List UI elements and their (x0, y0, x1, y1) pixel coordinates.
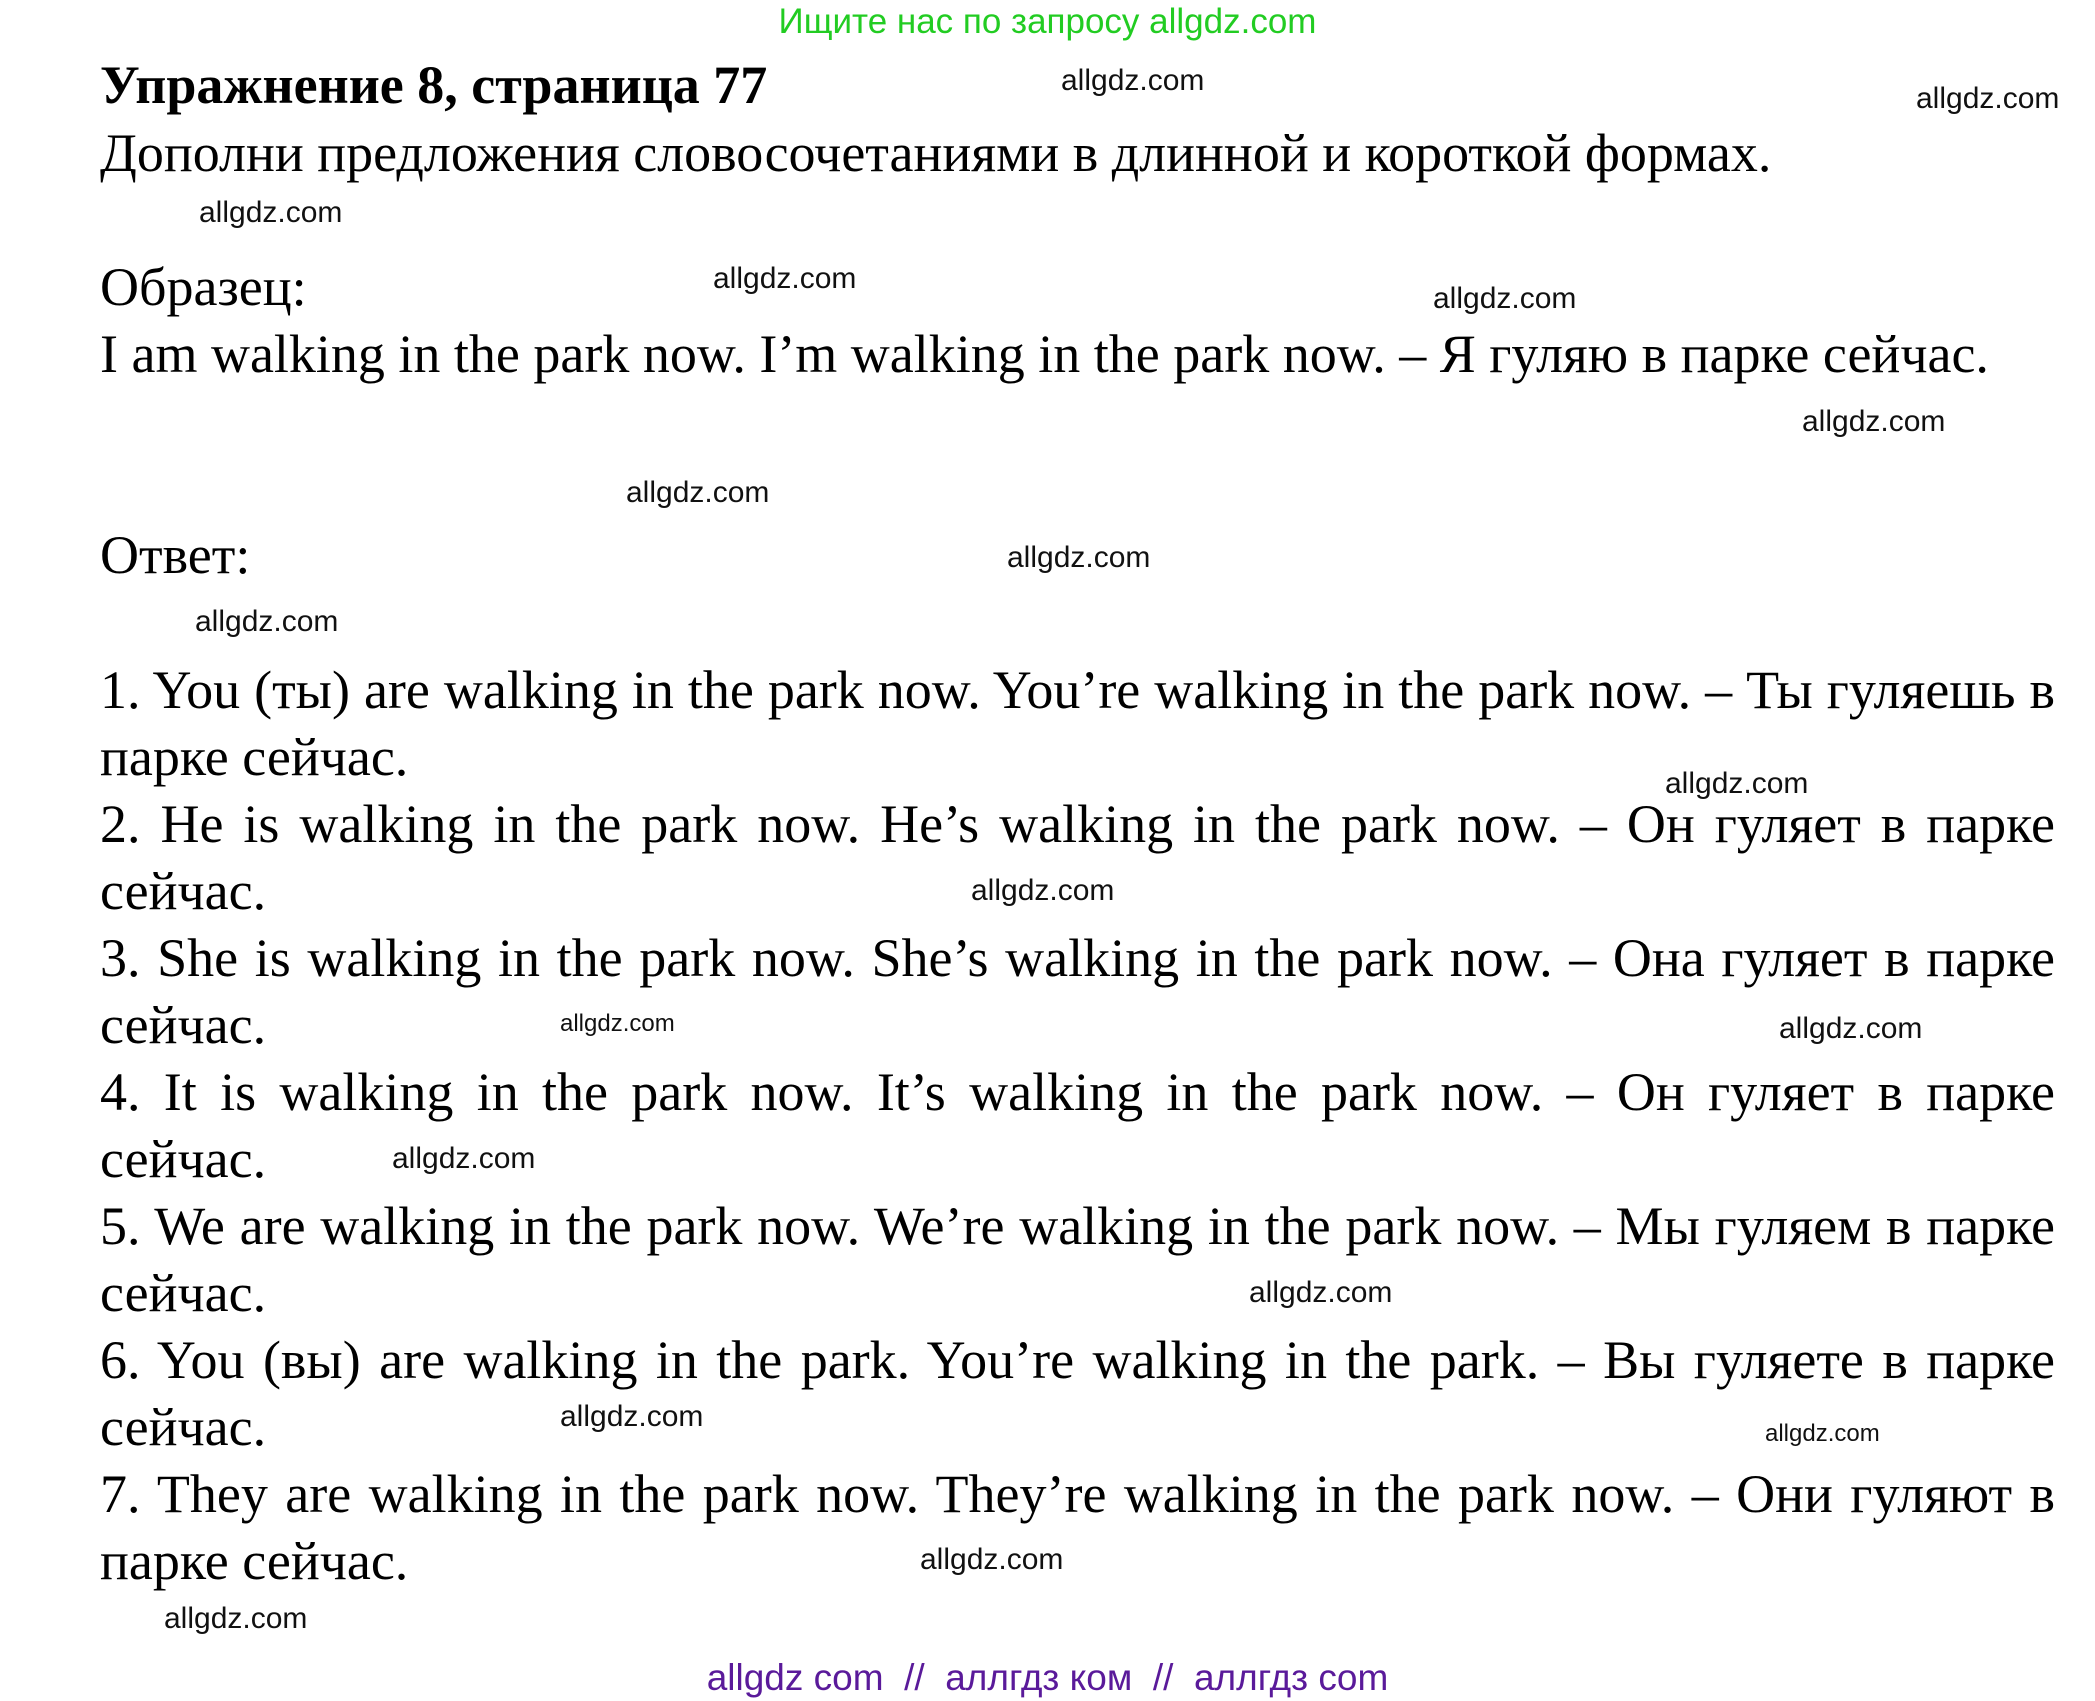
answer-item: 6. You (вы) are walking in the park. You’re walking in the park. – Вы гуляете в парке сейчас. (100, 1330, 2055, 1457)
watermark: allgdz.com (560, 1010, 675, 1037)
answer-item: 2. He is walking in the park now. He’s walking in the park now. – Он гуляет в парке сейчас. (100, 794, 2055, 921)
watermark: allgdz.com (920, 1543, 1064, 1576)
answer-item: 5. We are walking in the park now. We’re walking in the park now. – Мы гуляем в парке сейчас. (100, 1196, 2055, 1323)
watermark: allgdz.com (1007, 541, 1151, 574)
watermark: allgdz.com (1433, 282, 1577, 315)
footer-links[interactable]: allgdz com // аллгдз ком // аллгдз com (706, 1657, 1389, 1698)
watermark: allgdz.com (195, 605, 339, 638)
answer-item: 4. It is walking in the park now. It’s walking in the park now. – Он гуляет в парке сейчас. (100, 1062, 2055, 1189)
watermark: allgdz.com (1665, 767, 1809, 800)
watermark: allgdz.com (1249, 1276, 1393, 1309)
watermark: allgdz.com (199, 196, 343, 229)
watermark: allgdz.com (1765, 1420, 1880, 1447)
watermark: allgdz.com (971, 874, 1115, 907)
answer-item: 3. She is walking in the park now. She’s walking in the park now. – Она гуляет в парке сейчас. (100, 928, 2055, 1055)
watermark: allgdz.com (392, 1142, 536, 1175)
sample-text: I am walking in the park now. I’m walking in the park now. – Я гуляю в парке сейчас. (100, 324, 1989, 384)
watermark: allgdz.com (1061, 64, 1205, 97)
page-title: Упражнение 8, страница 77 (100, 55, 768, 115)
watermark: allgdz.com (164, 1602, 308, 1635)
sample-label: Образец: (100, 257, 307, 317)
answer-label: Ответ: (100, 525, 251, 585)
promo-banner[interactable]: Ищите нас по запросу allgdz.com (778, 2, 1317, 41)
instruction: Дополни предложения словосочетаниями в длинной и короткой формах. (100, 123, 1772, 183)
watermark: allgdz.com (626, 476, 770, 509)
answer-item: 7. They are walking in the park now. They’re walking in the park now. – Они гуляют в парке сейчас. (100, 1464, 2055, 1591)
watermark: allgdz.com (1916, 82, 2060, 115)
watermark: allgdz.com (1802, 405, 1946, 438)
watermark: allgdz.com (713, 262, 857, 295)
watermark: allgdz.com (560, 1400, 704, 1433)
watermark: allgdz.com (1779, 1012, 1923, 1045)
answer-item: 1. You (ты) are walking in the park now. You’re walking in the park now. – Ты гуляешь в парке сейчас. (100, 660, 2055, 787)
